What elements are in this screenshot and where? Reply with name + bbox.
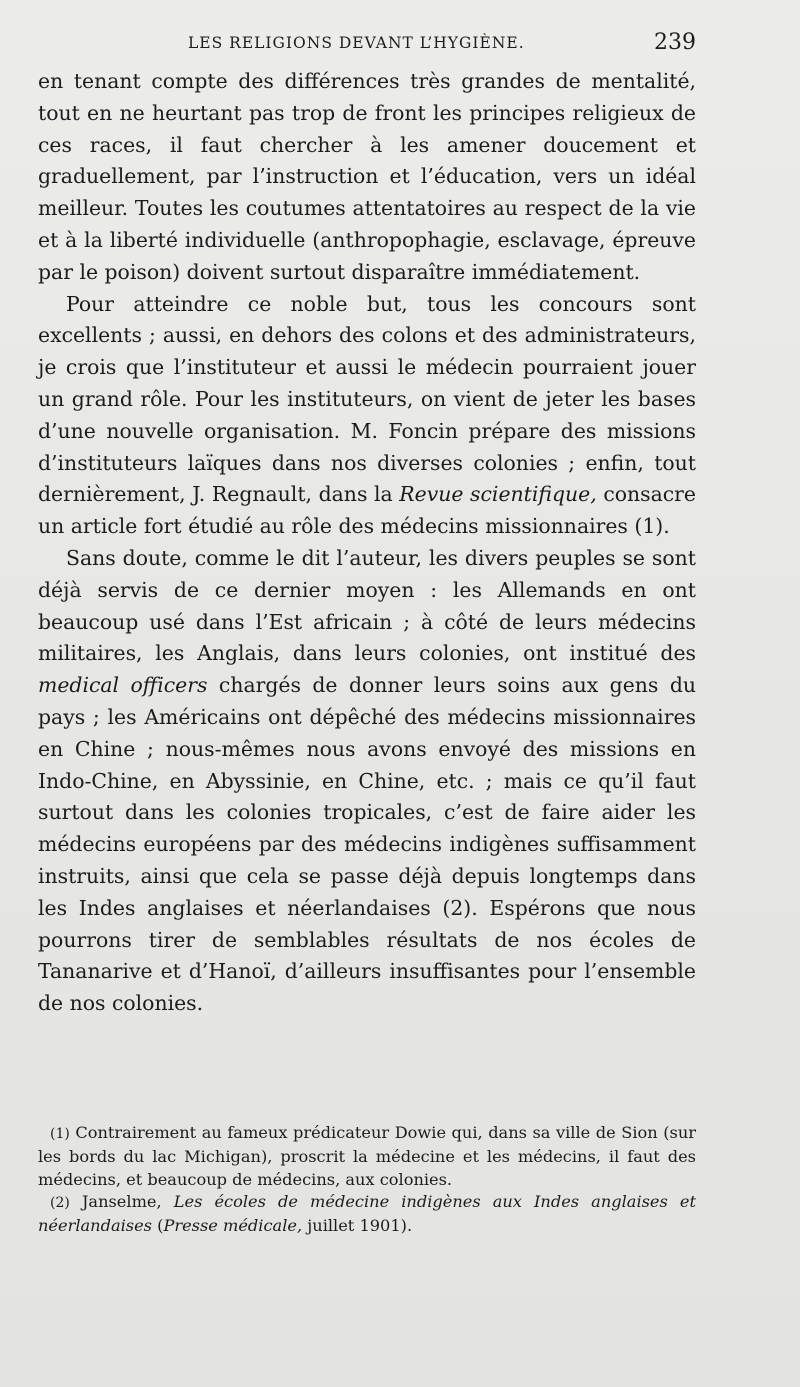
body-text [38,66,696,1020]
paragraph-2-text-b: consacre un article fort étudié au rôle des médecins missionnaires (1). [38,482,696,539]
footnote-2-author: Janselme, [81,1192,162,1212]
footnote-1-text: Contrairement au fameux prédicateur Dowie qui, dans sa ville de Sion (sur les bords du lac Michigan), proscrit la médecine et les médecins, il faut des médecins, et beaucoup de médecins, aux colonies. [38,1123,696,1189]
footnote-1 [38,1122,696,1191]
paragraph-3 [38,543,696,1020]
paragraph-2 [38,289,696,543]
paragraph-3-italic-term: medical officers [38,673,208,698]
paragraph-3-text-a: Sans doute, comme le dit l’auteur, les divers peuples se sont déjà servis de ce dernier moyen : les Allemands en ont beaucoup usé dans l’Est africain ; à côté de leurs médecins militaires, les Anglais, dans leurs colonies, ont institué des [38,545,696,666]
footnote-2-paren-open: ( [157,1216,164,1236]
paragraph-1-text: en tenant compte des différences très grandes de mentalité, tout en ne heurtant pas trop de front les principes religieux de ces races, il faut chercher à les amener doucement et graduellement, par l’instruction et l’éducation, vers un idéal meilleur. Toutes les coutumes attentatoires au respect de la vie et à la liberté individuelle (anthropophagie, esclavage, épreuve par le poison) doivent surtout disparaître immédiatement. [38,69,696,284]
footnotes [38,1122,696,1238]
footnote-2-journal: Presse médicale, [163,1216,303,1236]
paragraph-3-text-b: chargés de donner leurs soins aux gens du pays ; les Américains ont dépêché des médecins missionnaires en Chine ; nous-mêmes nous avons envoyé des missions en Indo-Chine, en Abyssinie, en Chine, etc. ; mais ce qu’il faut surtout dans les colonies tropicales, c’est de faire aider les médecins européens par des médecins indigènes suffisamment instruits, ainsi que cela se passe déjà depuis longtemps dans les Indes anglaises et néerlandaises (2). Espérons que nous pourrons tirer de semblables résultats de nos écoles de Tananarive et d’Hanoï, d’ailleurs insuffisantes pour l’ensemble de nos colonies. [38,673,697,1016]
running-head: LES RELIGIONS DEVANT L’HYGIÈNE. [188,34,525,52]
page-number: 239 [654,30,696,55]
footnote-1-mark: (1) [50,1126,70,1142]
paragraph-1 [38,66,696,289]
page-header [38,30,696,60]
paragraph-2-journal-title: Revue scientifique, [399,482,597,507]
footnote-2-title: Les écoles de médecine indigènes aux Indes anglaises et néerlandaises [38,1192,696,1236]
footnote-2 [38,1191,696,1238]
paragraph-2-text-a: Pour atteindre ce noble but, tous les concours sont excellents ; aussi, en dehors des colons et des administrateurs, je crois que l’instituteur et aussi le médecin pourraient jouer un grand rôle. Pour les instituteurs, on vient de jeter les bases d’une nouvelle organisation. M. Foncin prépare des missions d’instituteurs laïques dans nos diverses colonies ; enfin, tout dernièrement, J. Regnault, dans la [38,291,696,507]
footnote-2-date: juillet 1901). [307,1216,413,1236]
footnote-2-mark: (2) [50,1195,70,1212]
